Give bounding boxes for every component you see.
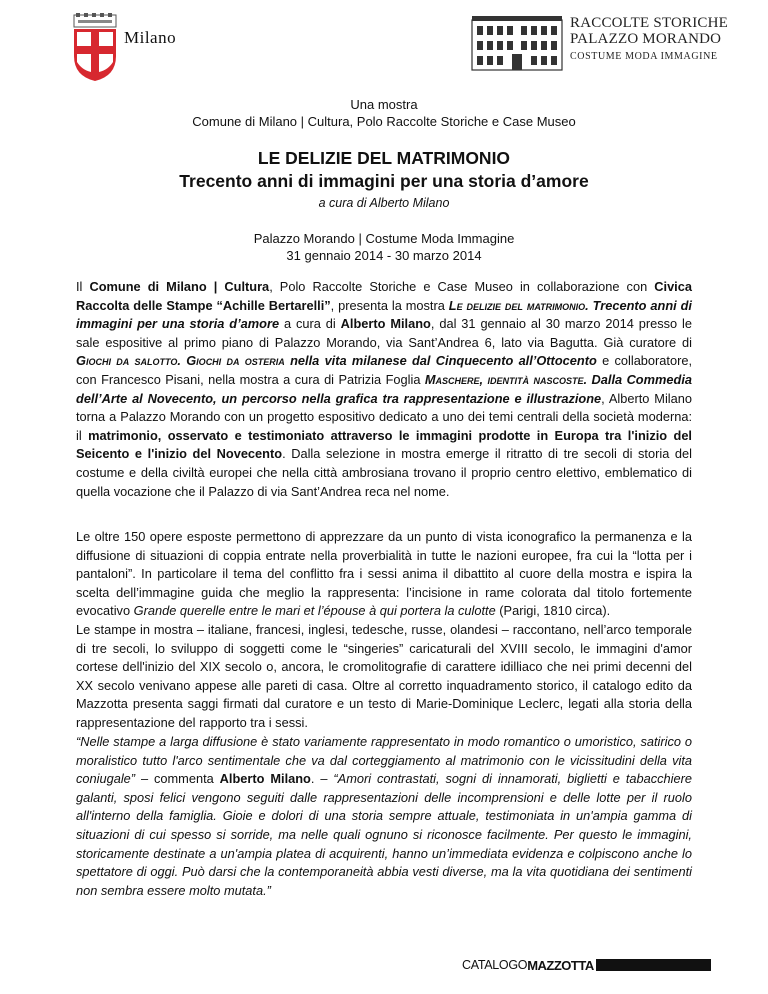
text-run: a cura di <box>279 316 341 332</box>
text-run-bold-italic: Dalla Commedia dell’Arte al Novecento, un percorso nella grafica tra rappresentazione e illustrazione <box>76 371 692 406</box>
text-run: . Dalla selezione in mostra emerge il ritratto di tre secoli di storia del costume e della civiltà europei che nella città ambrosiana trovano il proprio centro elettivo, emblematico di quella vocazione che il Palazzo di via Sant’Andrea reca nel nome. <box>76 446 692 499</box>
text-run: – commenta <box>135 771 220 787</box>
mazzotta-text: MAZZOTTA <box>527 957 594 973</box>
intro-line1: Una mostra <box>350 97 418 112</box>
catalogo-mazzotta-logo <box>462 958 711 972</box>
text-run-bold: matrimonio, osservato e testimoniato attraverso le immagini prodotte in Europa tra l'inizio del Seicento e l'inizio del Novecento <box>76 427 692 462</box>
text-run-bold: Civica Raccolta delle Stampe “Achille Bertarelli” <box>76 279 692 313</box>
paragraph-2 <box>76 528 692 733</box>
raccolte-logo-line3: COSTUME MODA IMMAGINE <box>570 51 718 62</box>
text-run-smallcaps: Giochi da salotto. Giochi da osteria <box>76 353 285 369</box>
raccolte-logo-line2: PALAZZO MORANDO <box>570 31 722 47</box>
text-run: Il <box>76 279 90 294</box>
text-run: , Alberto Milano torna a Palazzo Morando con un progetto espositivo dedicato a uno dei temi centrali della società moderna: il <box>76 390 692 443</box>
raccolte-logo-line1: RACCOLTE STORICHE <box>570 15 729 31</box>
text-run: Le stampe in mostra – italiane, francesi, inglesi, tedesche, russe, olandesi – raccontano, nell’arco temporale di tre secoli, lo sviluppo di soggetti come le “singeries” caricaturali del XVIII secolo, le immagini d'amor cortese dell'inizio del XIX secolo o, ancora, le cromolitografie di carattere idilliaco che nei primi decenni del XX secolo venivano appese alle pareti di casa. Oltre al corretto inquadramento storico, il catalogo edito da Mazzotta presenta saggi firmati dal curatore e un testo di Marie-Dominique Leclerc, legati alla storia della rappresentazione del rapporto tra i sessi. <box>76 621 692 730</box>
paragraph-1 <box>76 278 692 501</box>
text-run: (Parigi, 1810 circa). <box>495 603 611 619</box>
text-run-smallcaps: Maschere, identità nascoste. <box>424 371 588 387</box>
text-run: . – <box>310 771 334 787</box>
text-run: , presenta la mostra <box>330 297 449 313</box>
text-run: , Polo Raccolte Storiche e Case Museo in collaborazione con <box>269 279 655 294</box>
text-run: e collaboratore, con Francesco Pisani, nella mostra a cura di Patrizia Foglia <box>76 353 693 387</box>
venue-line: Palazzo Morando | Costume Moda Immagine <box>253 231 515 246</box>
paragraph-3-quote <box>76 733 692 900</box>
exhibition-title: LE DELIZIE DEL MATRIMONIO <box>257 148 511 168</box>
exhibition-subtitle: Trecento anni di immagini per una storia d’amore <box>179 171 589 191</box>
text-run-smallcaps: Le delizie del matrimonio. <box>448 297 589 313</box>
text-run-bold: Alberto Milano <box>219 771 311 787</box>
text-run: Le oltre 150 opere esposte permettono di apprezzare da un punto di vista iconografico la permanenza e la diffusione di situazioni di coppia entrate nella proverbialità in tutte le nazioni europee, fra cui la “lotta per i pantaloni”. In particolare il tema del conflitto fra i sessi anima il dibattito al cuore della mostra e ispira la scelta dell’immagine guida che meglio la rappresenta: l’incisione in rame colorata dal titolo fortemente evocativo <box>76 529 692 619</box>
curator-line: a cura di Alberto Milano <box>318 196 450 210</box>
dates-line: 31 gennaio 2014 - 30 marzo 2014 <box>286 248 482 263</box>
text-run-italic: “Nelle stampe a larga diffusione è stato variamente rappresentato in modo romantico o umoristico, satirico o moralistico tutto l'arco sentimentale che va dal corteggiamento al matrimonio con le vicissitudini della vita coniugale” <box>76 734 692 787</box>
text-run-italic: “Amori contrastati, sogni di innamorati, biglietti e tabacchiere galanti, sposi felici vengono seguiti dalle rappresentazioni delle incomprensioni e delle lotte per il ruolo all'interno della famiglia. Gioie e dolori di una storia sempre attuale, testimoniata in un'ampia gamma di situazioni di cui spesso si sorride, ma nelle quali ognuno si riconosce facilmente. Per questo le immagini, storicamente destinate a un'ampia platea di acquirenti, hanno un’immediata evidenza e colpiscono anche lo spettatore di oggi. Può darsi che la contemporaneità abbia vesti diverse, ma la vita quotidiana dei sentimenti non sembra essere molto mutata.” <box>76 771 692 898</box>
milano-logo-text: Milano <box>124 28 177 47</box>
text-run: , dal 31 gennaio al 30 marzo 2014 presso le sale espositive al primo piano di Palazzo Morando, via Sant’Andrea 6, lato via Bagutta. Già curatore di <box>76 316 692 350</box>
text-run-bold-italic: nella vita milanese dal Cinquecento all’Ottocento <box>290 353 597 369</box>
text-run-bold: Alberto Milano <box>340 316 431 332</box>
logo-bar <box>596 959 711 971</box>
intro-line2: Comune di Milano | Cultura, Polo Raccolte Storiche e Case Museo <box>192 114 576 129</box>
catalogo-text: CATALOGO <box>462 958 528 972</box>
text-run-bold: Comune di Milano | Cultura <box>89 279 270 294</box>
text-run-italic: Grande querelle entre le mari et l’épouse à qui portera la culotte <box>133 603 496 619</box>
text-run-bold-italic: Trecento anni di immagini per una storia d’amore <box>76 297 692 332</box>
palazzo-morando-building-icon <box>470 14 565 74</box>
